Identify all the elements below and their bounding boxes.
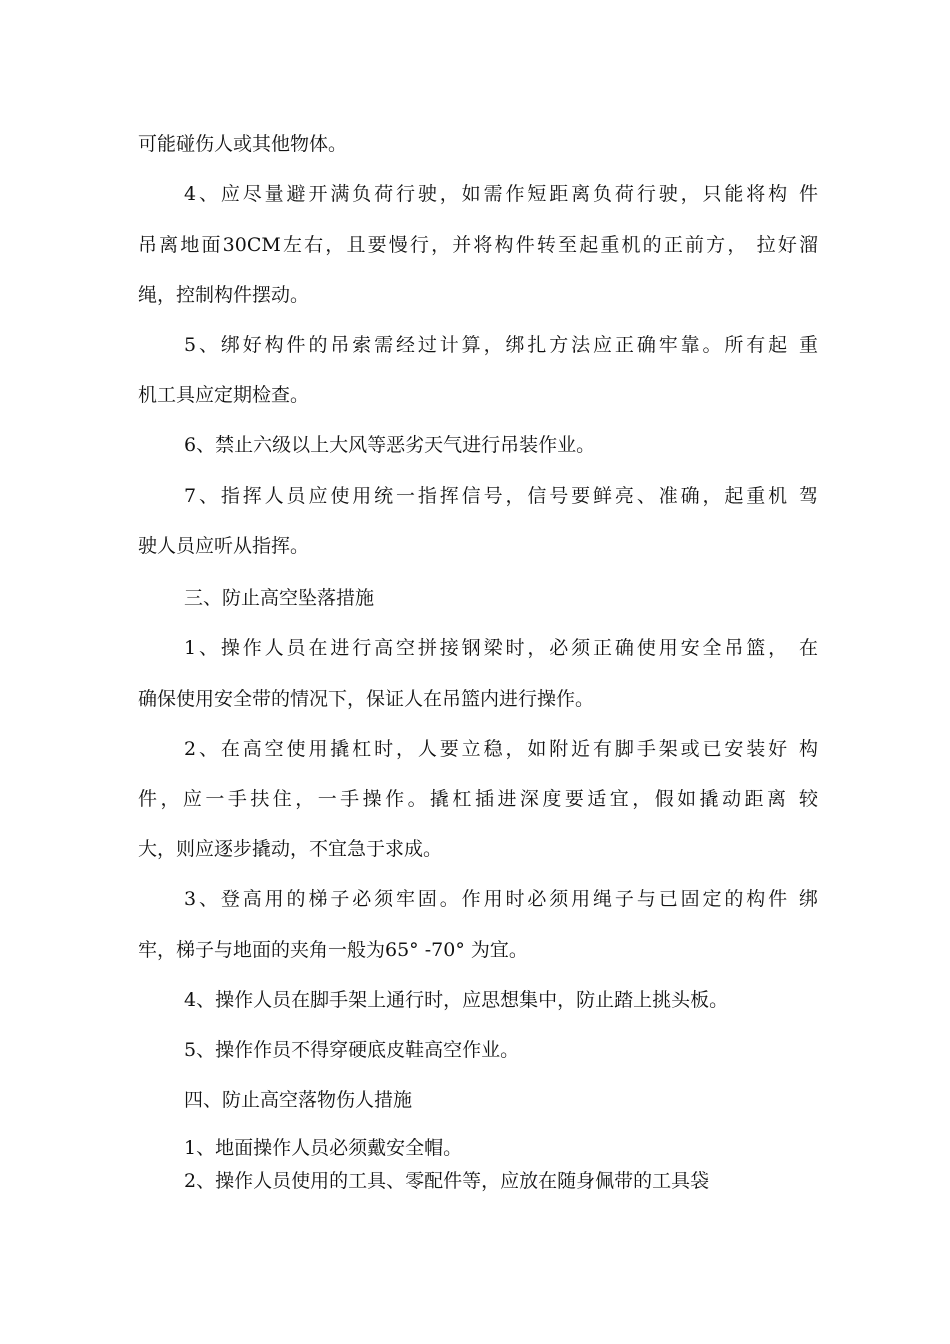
text-line: 2、操作人员使用的工具、零配件等，应放在随身佩带的工具袋	[184, 1170, 710, 1192]
section-heading: 三、防止高空坠落措施	[184, 587, 375, 609]
text-line: 可能碰伤人或其他物体。	[138, 133, 348, 155]
text-line: 5、操作作员不得穿硬底皮鞋高空作业。	[184, 1039, 520, 1061]
text-line: 1、操作人员在进行高空拼接钢梁时，必须正确使用安全吊篮， 在	[184, 637, 818, 659]
text-line: 机工具应定期检查。	[138, 384, 310, 406]
text-line: 大，则应逐步撬动，不宜急于求成。	[138, 838, 443, 860]
text-line: 件，应一手扶住，一手操作。撬杠插进深度要适宜，假如撬动距离 较	[138, 788, 818, 810]
text-line: 驶人员应听从指挥。	[138, 535, 310, 557]
text-line: 2、在高空使用撬杠时，人要立稳，如附近有脚手架或已安装好 构	[184, 738, 818, 760]
text-line: 7、指挥人员应使用统一指挥信号，信号要鲜亮、准确，起重机 驾	[184, 485, 818, 507]
text-line: 1、地面操作人员必须戴安全帽。	[184, 1137, 463, 1159]
text-line: 吊离地面30CM左右，且要慢行，并将构件转至起重机的正前方， 拉好溜	[138, 234, 818, 256]
text-line: 4、操作人员在脚手架上通行时，应思想集中，防止踏上挑头板。	[184, 989, 729, 1011]
text-line: 4、应尽量避开满负荷行驶，如需作短距离负荷行驶，只能将构 件	[184, 183, 818, 205]
text-line: 绳，控制构件摆动。	[138, 284, 310, 306]
text-line: 3、登高用的梯子必须牢固。作用时必须用绳子与已固定的构件 绑	[184, 888, 818, 910]
text-line: 牢，梯子与地面的夹角一般为65° -70° 为宜。	[138, 939, 528, 961]
text-line: 6、禁止六级以上大风等恶劣天气进行吊装作业。	[184, 434, 596, 456]
section-heading: 四、防止高空落物伤人措施	[184, 1089, 413, 1111]
text-line: 确保使用安全带的情况下，保证人在吊篮内进行操作。	[138, 688, 595, 710]
text-line: 5、绑好构件的吊索需经过计算，绑扎方法应正确牢靠。所有起 重	[184, 334, 818, 356]
